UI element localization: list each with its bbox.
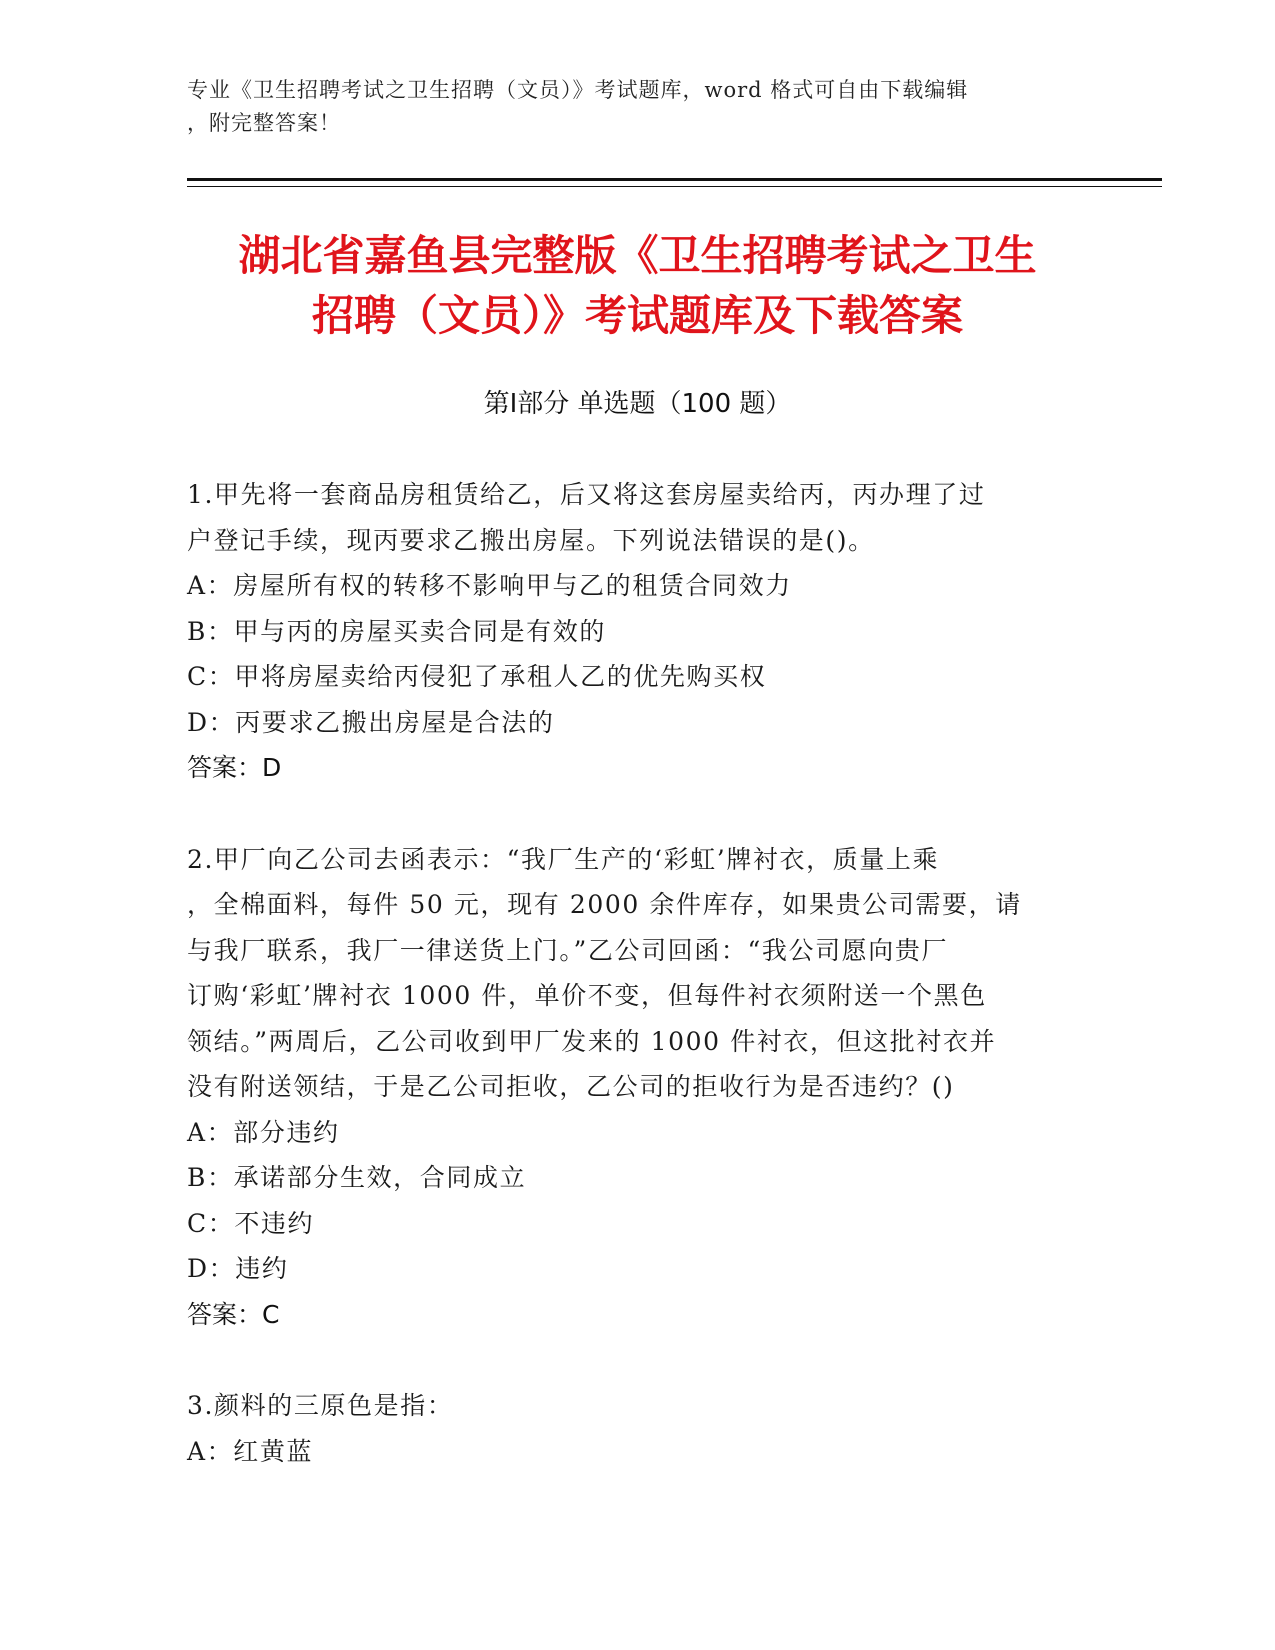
question-spacer [187, 1337, 1077, 1383]
option-a: A：红黄蓝 [187, 1436, 314, 1466]
document-title [150, 226, 1125, 346]
option-b: B：甲与丙的房屋买卖合同是有效的 [187, 616, 606, 646]
option-d: D：违约 [187, 1254, 289, 1283]
question-stem-line: 订购‘彩虹’牌衬衣 1000 件，单价不变，但每件衬衣须附送一个黑色 [187, 981, 987, 1010]
header-note [187, 74, 1087, 140]
header-note-line-1: 专业《卫生招聘考试之卫生招聘（文员）》考试题库，word 格式可自由下载编辑 [187, 78, 969, 102]
question-1 [187, 472, 1077, 791]
question-stem-line: 没有附送领结，于是乙公司拒收，乙公司的拒收行为是否违约？() [187, 1072, 955, 1101]
question-list [187, 472, 1077, 1474]
question-3 [187, 1383, 1077, 1474]
option-c: C：不违约 [187, 1208, 315, 1238]
question-stem-line: ，全棉面料，每件 50 元，现有 2000 余件库存，如果贵公司需要，请 [187, 890, 1022, 919]
document-title-line-1: 湖北省嘉鱼县完整版《卫生招聘考试之卫生 [238, 231, 1037, 280]
question-2 [187, 837, 1077, 1338]
question-stem-line: 1.甲先将一套商品房租赁给乙，后又将这套房屋卖给丙，丙办理了过 [187, 480, 986, 509]
document-title-line-2: 招聘（文员）》考试题库及下载答案 [311, 291, 963, 340]
option-b: B：承诺部分生效，合同成立 [187, 1163, 527, 1192]
option-c: C：甲将房屋卖给丙侵犯了承租人乙的优先购买权 [187, 662, 767, 691]
question-stem-line: 3.颜料的三原色是指： [187, 1391, 454, 1420]
header-divider-thick [187, 178, 1162, 181]
section-heading: 第Ⅰ部分 单选题（100 题） [483, 389, 792, 419]
header-note-line-2: ，附完整答案！ [187, 111, 341, 135]
question-stem-line: 领结。”两周后，乙公司收到甲厂发来的 1000 件衬衣，但这批衬衣并 [187, 1026, 997, 1056]
answer-line: 答案：D [187, 753, 282, 782]
option-d: D：丙要求乙搬出房屋是合法的 [187, 707, 555, 737]
question-stem-line: 户登记手续，现丙要求乙搬出房屋。下列说法错误的是()。 [187, 525, 875, 555]
question-stem-line: 与我厂联系，我厂一律送货上门。”乙公司回函：“我公司愿向贵厂 [187, 935, 949, 965]
question-stem-line: 2.甲厂向乙公司去函表示：“我厂生产的‘彩虹’牌衬衣，质量上乘 [187, 844, 940, 874]
header-divider-thin [187, 186, 1162, 187]
option-a: A：部分违约 [187, 1117, 340, 1147]
option-a: A：房屋所有权的转移不影响甲与乙的租赁合同效力 [187, 571, 792, 600]
question-spacer [187, 791, 1077, 837]
answer-line: 答案：C [187, 1299, 280, 1329]
